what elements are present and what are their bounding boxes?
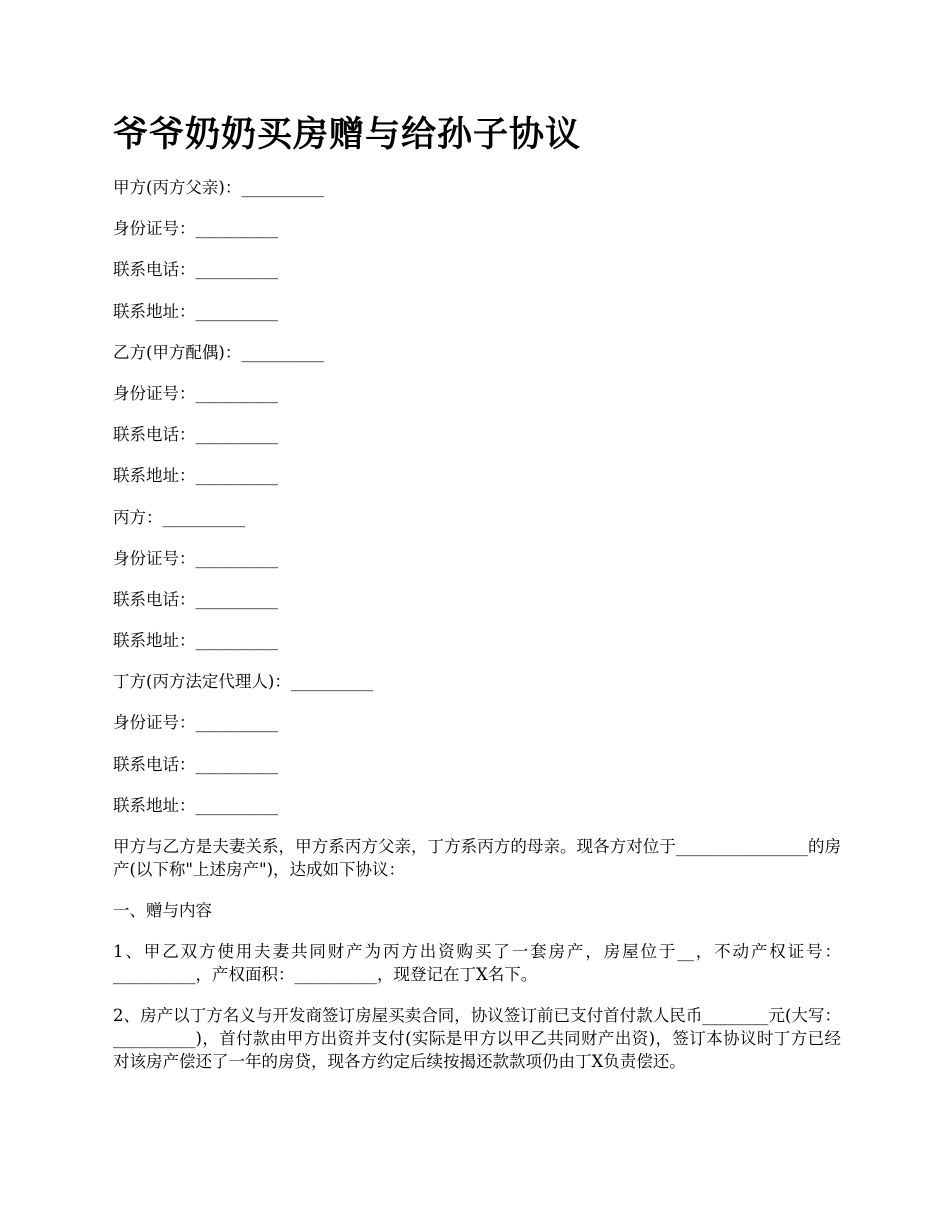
party-a-id-number: 身份证号：__________ xyxy=(113,219,278,239)
party-c-id-number: 身份证号：__________ xyxy=(113,548,278,568)
party-b-address: 联系地址：__________ xyxy=(113,466,278,486)
party-c-name: 丙方：__________ xyxy=(113,507,245,527)
party-b-name: 乙方(甲方配偶)：__________ xyxy=(113,342,324,362)
party-d-name: 丁方(丙方法定代理人)：__________ xyxy=(113,672,374,692)
section-heading-gift-content: 一、赠与内容 xyxy=(113,901,212,920)
party-d-phone: 联系电话：__________ xyxy=(113,754,278,774)
intro-paragraph: 甲方与乙方是夫妻关系，甲方系丙方父亲，丁方系丙方的母亲。现各方对位于________________的房产(以下称"上述房产")，达成如下协议： xyxy=(113,837,841,879)
party-b-phone: 联系电话：__________ xyxy=(113,425,278,445)
party-d-id-number: 身份证号：__________ xyxy=(113,713,278,733)
document-title: 爷爷奶奶买房赠与给孙子协议 xyxy=(113,115,582,155)
party-b-id-number: 身份证号：__________ xyxy=(113,383,278,403)
party-a-address: 联系地址：__________ xyxy=(113,301,278,321)
document-page xyxy=(113,110,841,1091)
party-a-name: 甲方(丙方父亲)：__________ xyxy=(113,178,324,197)
party-d-address: 联系地址：__________ xyxy=(113,795,278,815)
party-c-phone: 联系电话：__________ xyxy=(113,589,278,609)
clause-1-paragraph: 1、甲乙双方使用夫妻共同财产为丙方出资购买了一套房产，房屋位于__，不动产权证号：__________，产权面积：__________，现登记在丁X名下。 xyxy=(113,942,841,984)
party-a-phone: 联系电话：__________ xyxy=(113,260,278,280)
parties-block xyxy=(113,176,841,818)
party-c-address: 联系地址：__________ xyxy=(113,631,278,651)
clause-2-paragraph: 2、房产以丁方名义与开发商签订房屋买卖合同，协议签订前已支付首付款人民币________元(大写：__________)，首付款由甲方出资并支付(实际是甲方以甲乙共同财产出资)，签订本协议时丁方已经对该房产偿还了一年的房贷，现各方约定后续按揭还款款项仍由丁X负责偿还。 xyxy=(113,1006,841,1071)
